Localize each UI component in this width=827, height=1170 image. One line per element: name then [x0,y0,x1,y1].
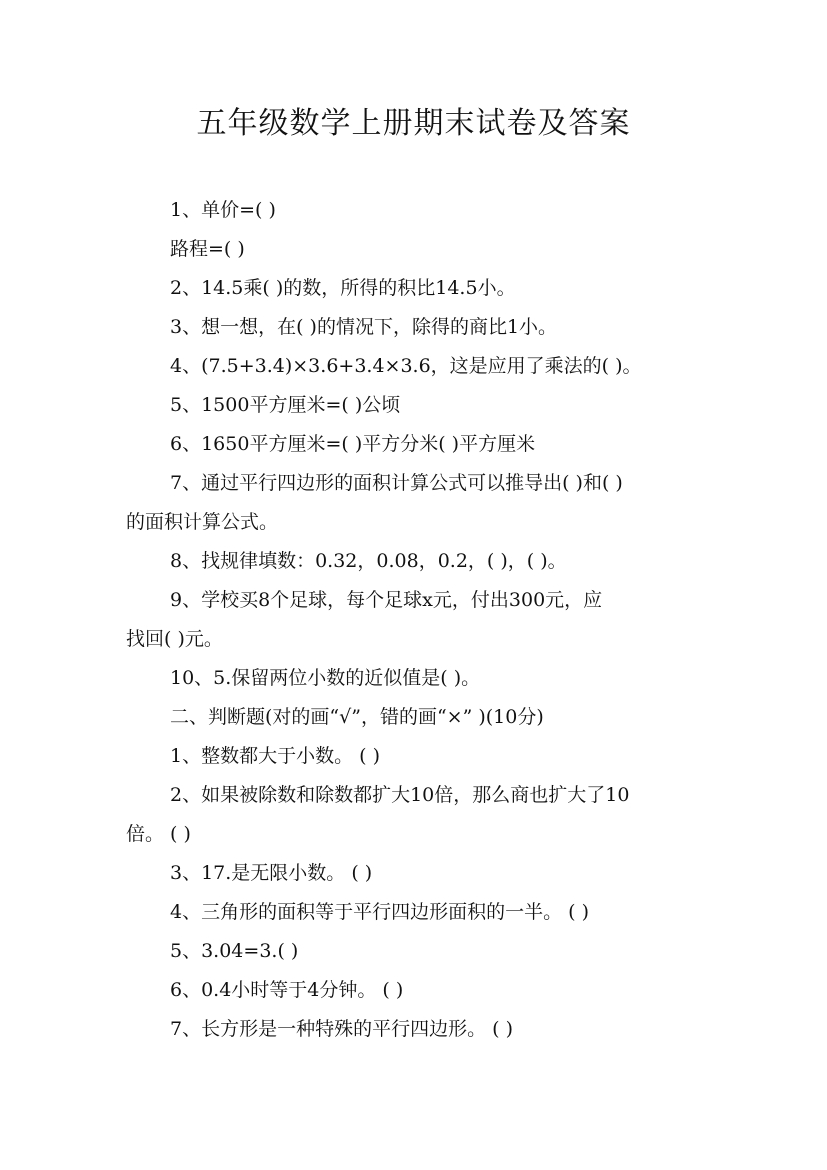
question-line-12: 找回( )元。 [126,628,223,650]
question-line-18: 3、17.是无限小数。 ( ) [170,862,373,884]
question-line-15: 1、整数都大于小数。 ( ) [170,745,380,767]
question-line-11: 9、学校买8个足球，每个足球x元，付出300元，应 [170,589,603,611]
question-line-5: 4、(7.5+3.4)×3.6+3.4×3.6，这是应用了乘法的( )。 [170,355,642,377]
question-line-20: 5、3.04=3.( ) [170,940,299,962]
question-line-1: 1、单价=( ) [170,199,276,221]
question-line-2: 路程=( ) [170,238,245,260]
section-heading-judgment: 二、判断题(对的画“√”，错的画“×” )(10分) [170,706,544,728]
question-line-22: 7、长方形是一种特殊的平行四边形。 ( ) [170,1018,513,1040]
question-line-10: 8、找规律填数：0.32，0.08，0.2，( )，( )。 [170,550,567,572]
question-line-6: 5、1500平方厘米=( )公顷 [170,394,401,416]
question-line-13: 10、5.保留两位小数的近似值是( )。 [170,667,481,689]
document-title: 五年级数学上册期末试卷及答案 [196,106,631,141]
question-line-4: 3、想一想，在( )的情况下，除得的商比1小。 [170,316,558,338]
question-line-8: 7、通过平行四边形的面积计算公式可以推导出( )和( ) [170,472,623,494]
question-line-7: 6、1650平方厘米=( )平方分米( )平方厘米 [170,433,536,455]
question-line-19: 4、三角形的面积等于平行四边形面积的一半。 ( ) [170,901,589,923]
question-line-16: 2、如果被除数和除数都扩大10倍，那么商也扩大了10 [170,784,630,806]
question-line-3: 2、14.5乘( )的数，所得的积比14.5小。 [170,277,516,299]
question-line-21: 6、0.4小时等于4分钟。 ( ) [170,979,404,1001]
question-line-9: 的面积计算公式。 [126,511,279,533]
question-line-17: 倍。 ( ) [126,823,191,845]
